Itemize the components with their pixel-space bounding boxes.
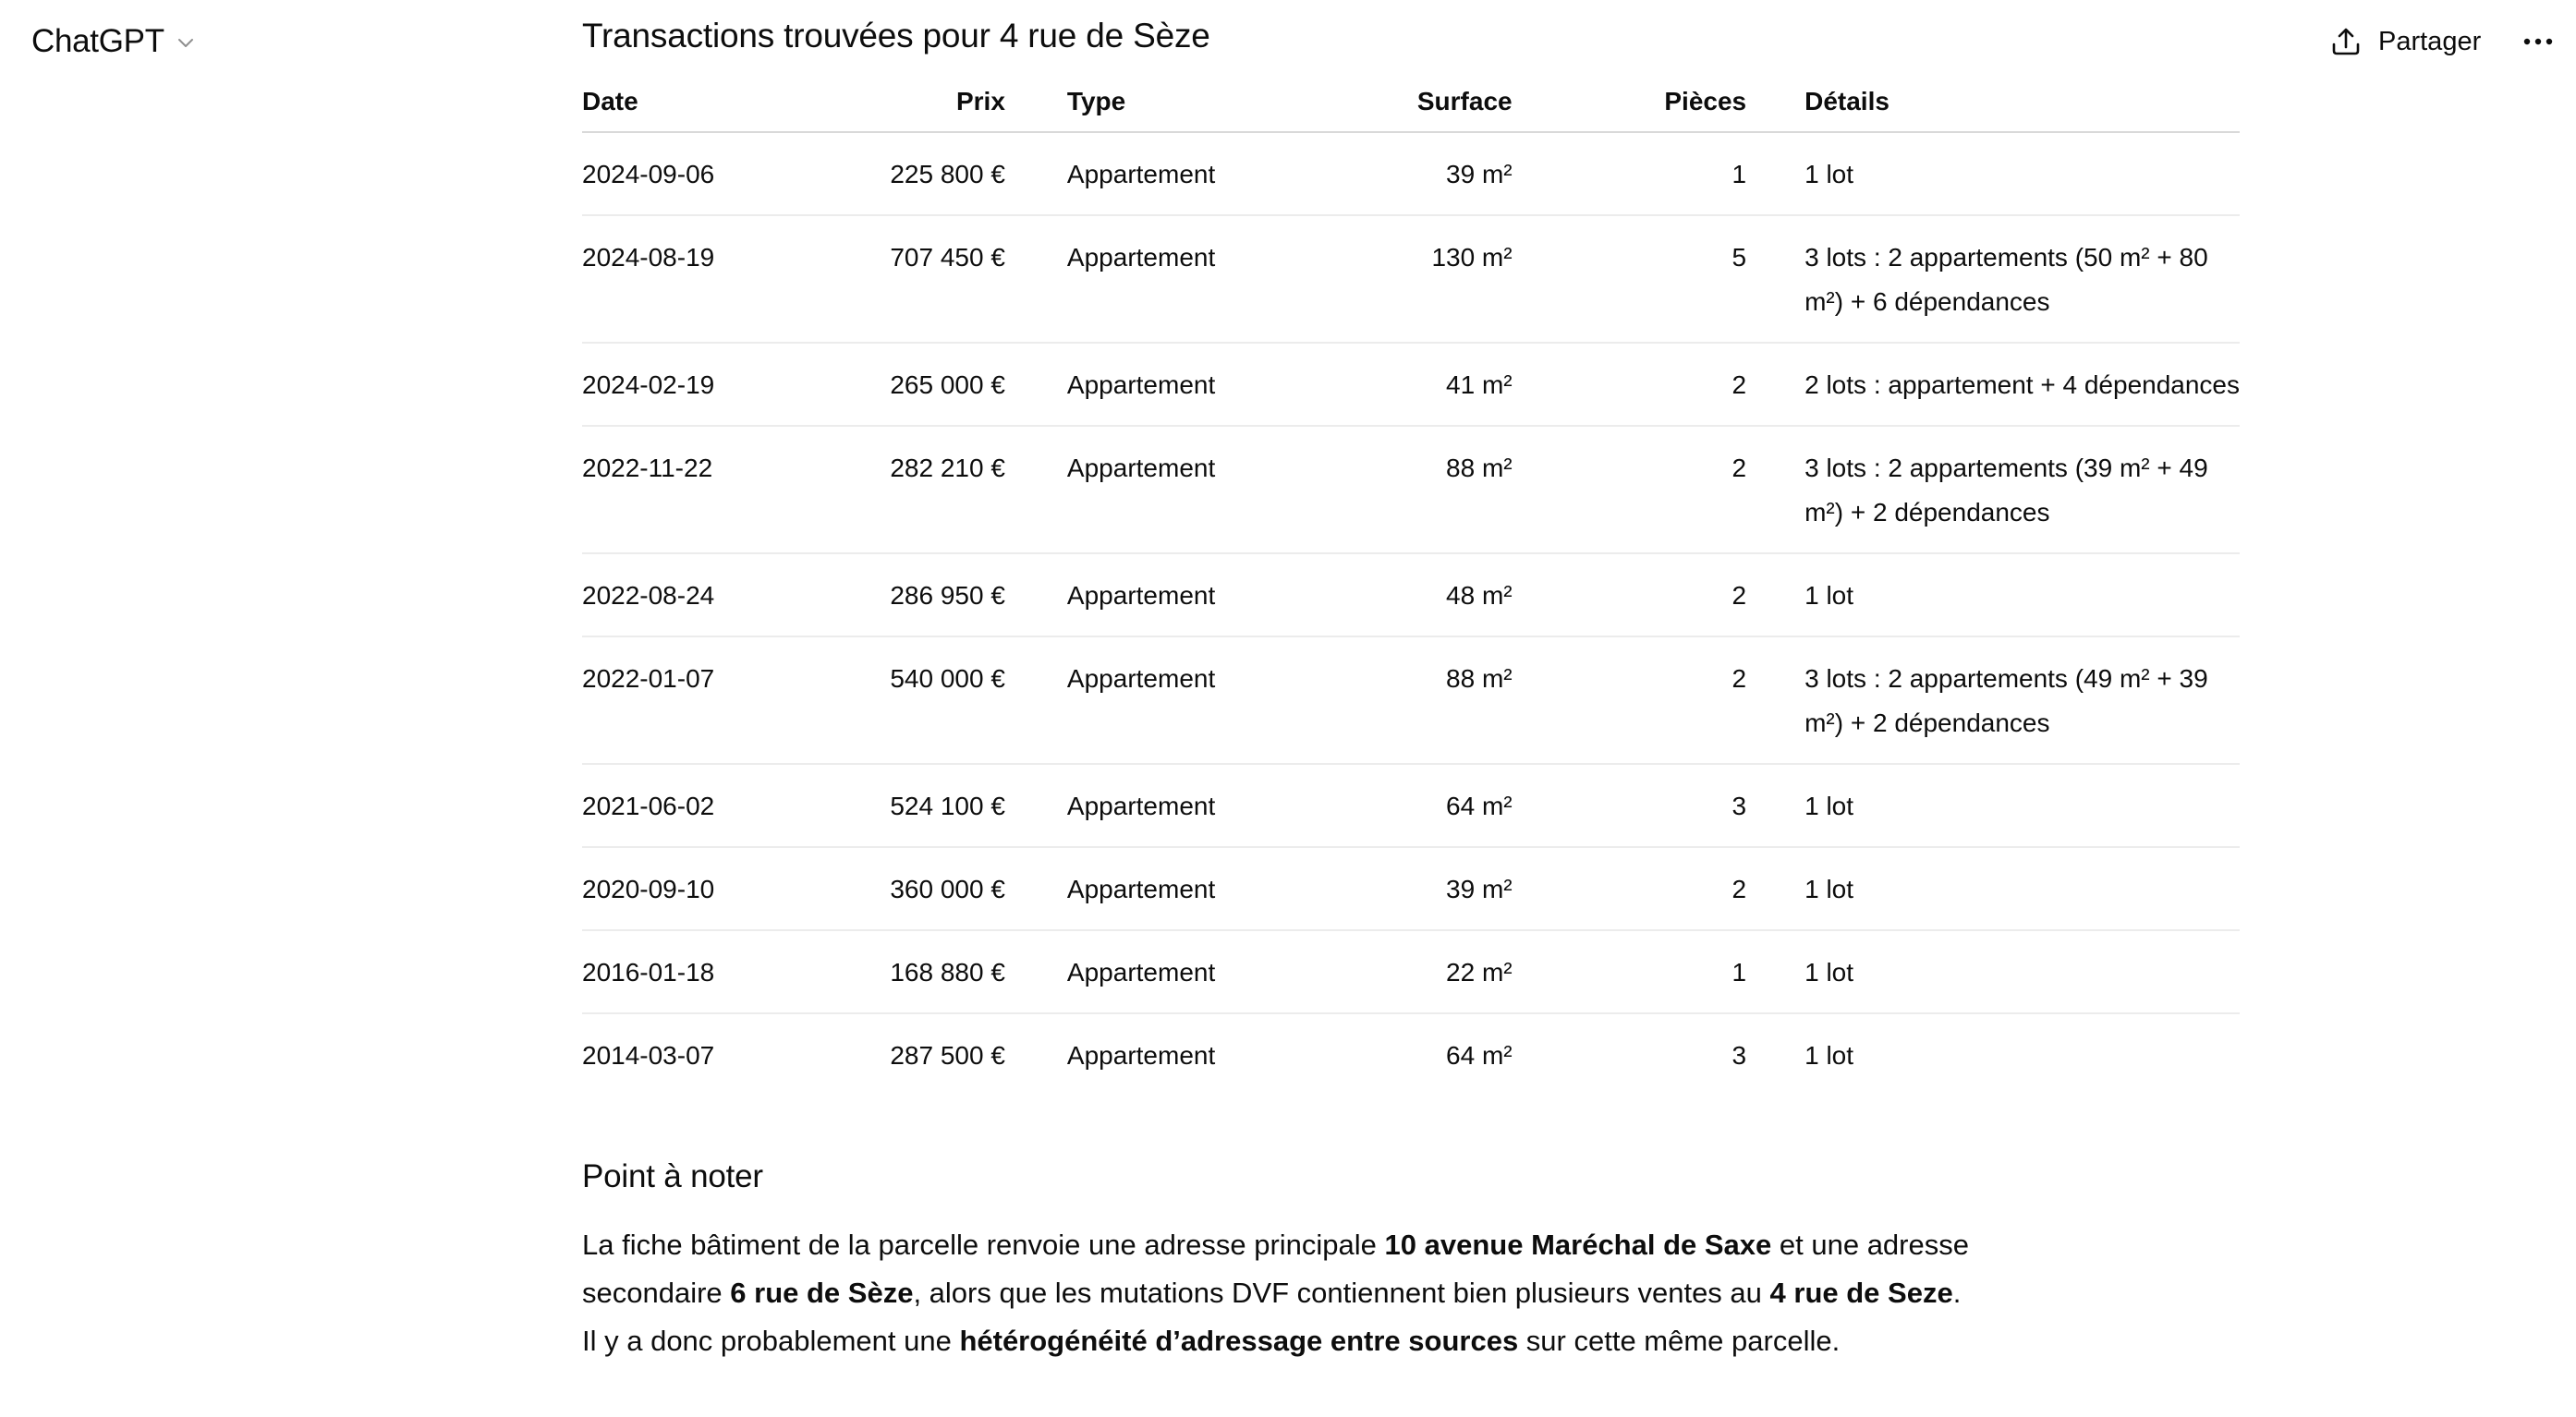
cell-pieces: 1 bbox=[1513, 132, 1747, 215]
cell-type: Appartement bbox=[1005, 426, 1321, 553]
cell-date: 2014-03-07 bbox=[582, 1041, 715, 1070]
cell-details: 1 lot bbox=[1746, 132, 2240, 215]
note-emphasis: 6 rue de Sèze bbox=[730, 1277, 914, 1309]
cell-date: 2022-08-24 bbox=[582, 553, 857, 636]
cell-date: 2024-02-19 bbox=[582, 343, 857, 426]
cell-surface: 48 m² bbox=[1321, 553, 1512, 636]
cell-details: 2 lots : appartement + 4 dépendances bbox=[1746, 343, 2240, 426]
cell-type: Appartement bbox=[1005, 847, 1321, 930]
cell-surface: 39 m² bbox=[1321, 132, 1512, 215]
table-row bbox=[582, 847, 2240, 930]
cell-type: Appartement bbox=[1005, 215, 1321, 343]
column-header-details: Détails bbox=[1746, 81, 2240, 132]
transactions-table bbox=[582, 81, 2240, 1096]
cell-surface: 64 m² bbox=[1446, 1041, 1513, 1070]
cell-type: Appartement bbox=[1005, 553, 1321, 636]
cell-pieces: 2 bbox=[1513, 636, 1747, 764]
cell-prix: 168 880 € bbox=[857, 930, 1005, 1013]
cell-prix: 282 210 € bbox=[857, 426, 1005, 553]
cell-pieces: 3 bbox=[1513, 764, 1747, 847]
table-row bbox=[582, 343, 2240, 426]
cell-details: 1 lot bbox=[1746, 847, 2240, 930]
share-label: Partager bbox=[2378, 26, 2482, 56]
cell-prix: 524 100 € bbox=[857, 764, 1005, 847]
note-text: , alors que les mutations DVF contiennent bien plusieurs ventes au bbox=[913, 1277, 1770, 1309]
model-name: ChatGPT bbox=[31, 23, 164, 59]
cell-pieces: 2 bbox=[1513, 343, 1747, 426]
cell-date: 2016-01-18 bbox=[582, 930, 857, 1013]
note-emphasis: 4 rue de Seze bbox=[1769, 1277, 1953, 1309]
column-header-surface: Surface bbox=[1321, 81, 1512, 132]
cell-prix: 265 000 € bbox=[857, 343, 1005, 426]
cell-surface: 64 m² bbox=[1321, 764, 1512, 847]
table-row bbox=[582, 636, 2240, 764]
table-row bbox=[582, 553, 2240, 636]
table-row bbox=[582, 930, 2240, 1013]
note-heading: Point à noter bbox=[582, 1158, 763, 1194]
cell-type: Appartement bbox=[1066, 1041, 1216, 1070]
cell-date: 2022-11-22 bbox=[582, 426, 857, 553]
cell-type: Appartement bbox=[1005, 636, 1321, 764]
column-header-pieces: Pièces bbox=[1513, 81, 1747, 132]
cell-surface: 88 m² bbox=[1321, 636, 1512, 764]
cell-details: 3 lots : 2 appartements (39 m² + 49 m²) + 2 dépendances bbox=[1746, 426, 2240, 553]
cell-type: Appartement bbox=[1005, 343, 1321, 426]
cell-surface: 130 m² bbox=[1321, 215, 1512, 343]
cell-pieces: 5 bbox=[1513, 215, 1747, 343]
table-row bbox=[582, 764, 2240, 847]
cell-pieces: 2 bbox=[1513, 426, 1747, 553]
share-button[interactable] bbox=[2325, 17, 2486, 67]
note-text: . Il y a donc probablement une bbox=[582, 1277, 1962, 1357]
cell-date: 2021-06-02 bbox=[582, 764, 857, 847]
cell-type: Appartement bbox=[1005, 930, 1321, 1013]
column-header-type: Type bbox=[1005, 81, 1321, 132]
top-bar bbox=[0, 0, 2576, 83]
cell-type: Appartement bbox=[1005, 764, 1321, 847]
cell-pieces: 3 bbox=[1732, 1041, 1747, 1070]
cell-pieces: 2 bbox=[1513, 847, 1747, 930]
cell-prix: 540 000 € bbox=[857, 636, 1005, 764]
cell-surface: 88 m² bbox=[1321, 426, 1512, 553]
model-switcher[interactable] bbox=[31, 18, 196, 65]
table-row bbox=[582, 1013, 2240, 1096]
cell-prix: 225 800 € bbox=[857, 132, 1005, 215]
cell-prix: 286 950 € bbox=[857, 553, 1005, 636]
cell-prix: 360 000 € bbox=[857, 847, 1005, 930]
cell-surface: 41 m² bbox=[1321, 343, 1512, 426]
table-row bbox=[582, 132, 2240, 215]
note-text: La fiche bâtiment de la parcelle renvoie une adresse principale bbox=[582, 1229, 1385, 1261]
cell-date: 2024-09-06 bbox=[582, 132, 857, 215]
note-emphasis: hétérogénéité d’adressage entre sources bbox=[959, 1325, 1519, 1357]
cell-details: 3 lots : 2 appartements (50 m² + 80 m²) + 6 dépendances bbox=[1746, 215, 2240, 343]
cell-date: 2024-08-19 bbox=[582, 215, 857, 343]
cell-date: 2020-09-10 bbox=[582, 847, 857, 930]
cell-pieces: 2 bbox=[1513, 553, 1747, 636]
message-heading: Transactions trouvées pour 4 rue de Sèze bbox=[582, 17, 1210, 54]
note-paragraph bbox=[582, 1221, 1977, 1365]
table-row bbox=[582, 426, 2240, 553]
cell-details: 1 lot bbox=[1746, 553, 2240, 636]
note-text: et une adresse secondaire bbox=[582, 1229, 1969, 1309]
ellipsis-icon bbox=[2522, 37, 2554, 46]
column-header-date: Date bbox=[582, 81, 857, 132]
cell-date: 2022-01-07 bbox=[582, 636, 857, 764]
cell-details: 1 lot bbox=[1746, 764, 2240, 847]
cell-surface: 22 m² bbox=[1321, 930, 1512, 1013]
cell-surface: 39 m² bbox=[1321, 847, 1512, 930]
cell-details: 1 lot bbox=[1746, 930, 2240, 1013]
cell-pieces: 1 bbox=[1513, 930, 1747, 1013]
note-text: sur cette même parcelle. bbox=[1518, 1325, 1841, 1357]
cell-prix: 707 450 € bbox=[857, 215, 1005, 343]
chevron-down-icon bbox=[176, 32, 196, 53]
upload-icon bbox=[2330, 26, 2362, 57]
table-header-row bbox=[582, 81, 2240, 132]
cell-details: 1 lot bbox=[1804, 1041, 1854, 1070]
table-row bbox=[582, 215, 2240, 343]
cell-type: Appartement bbox=[1005, 132, 1321, 215]
column-header-prix: Prix bbox=[857, 81, 1005, 132]
cell-prix: 287 500 € bbox=[890, 1041, 1005, 1070]
more-options-button[interactable] bbox=[2515, 20, 2561, 63]
note-emphasis: 10 avenue Maréchal de Saxe bbox=[1384, 1229, 1772, 1261]
cell-details: 3 lots : 2 appartements (49 m² + 39 m²) + 2 dépendances bbox=[1746, 636, 2240, 764]
